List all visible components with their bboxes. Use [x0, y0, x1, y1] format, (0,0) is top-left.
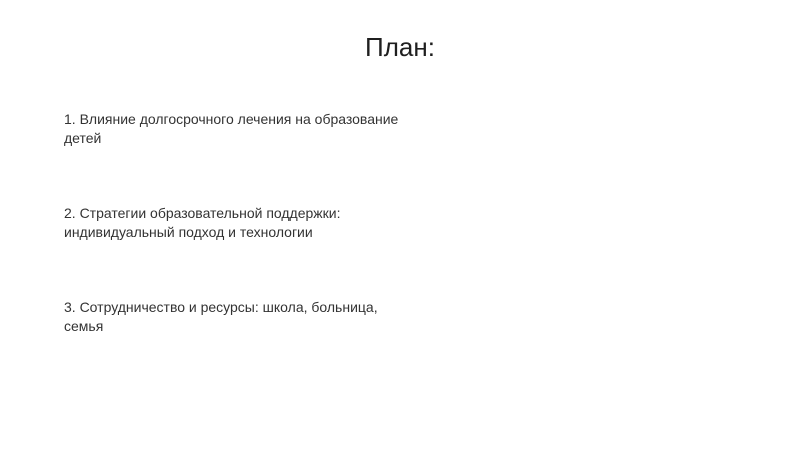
plan-list	[64, 110, 409, 336]
slide-title: План:	[365, 32, 435, 62]
plan-item-1: 1. Влияние долгосрочного лечения на образование детей	[64, 111, 399, 146]
plan-item-3: 3. Сотрудничество и ресурсы: школа, больница, семья	[64, 299, 378, 334]
plan-item-2: 2. Стратегии образовательной поддержки: индивидуальный подход и технологии	[64, 205, 341, 240]
